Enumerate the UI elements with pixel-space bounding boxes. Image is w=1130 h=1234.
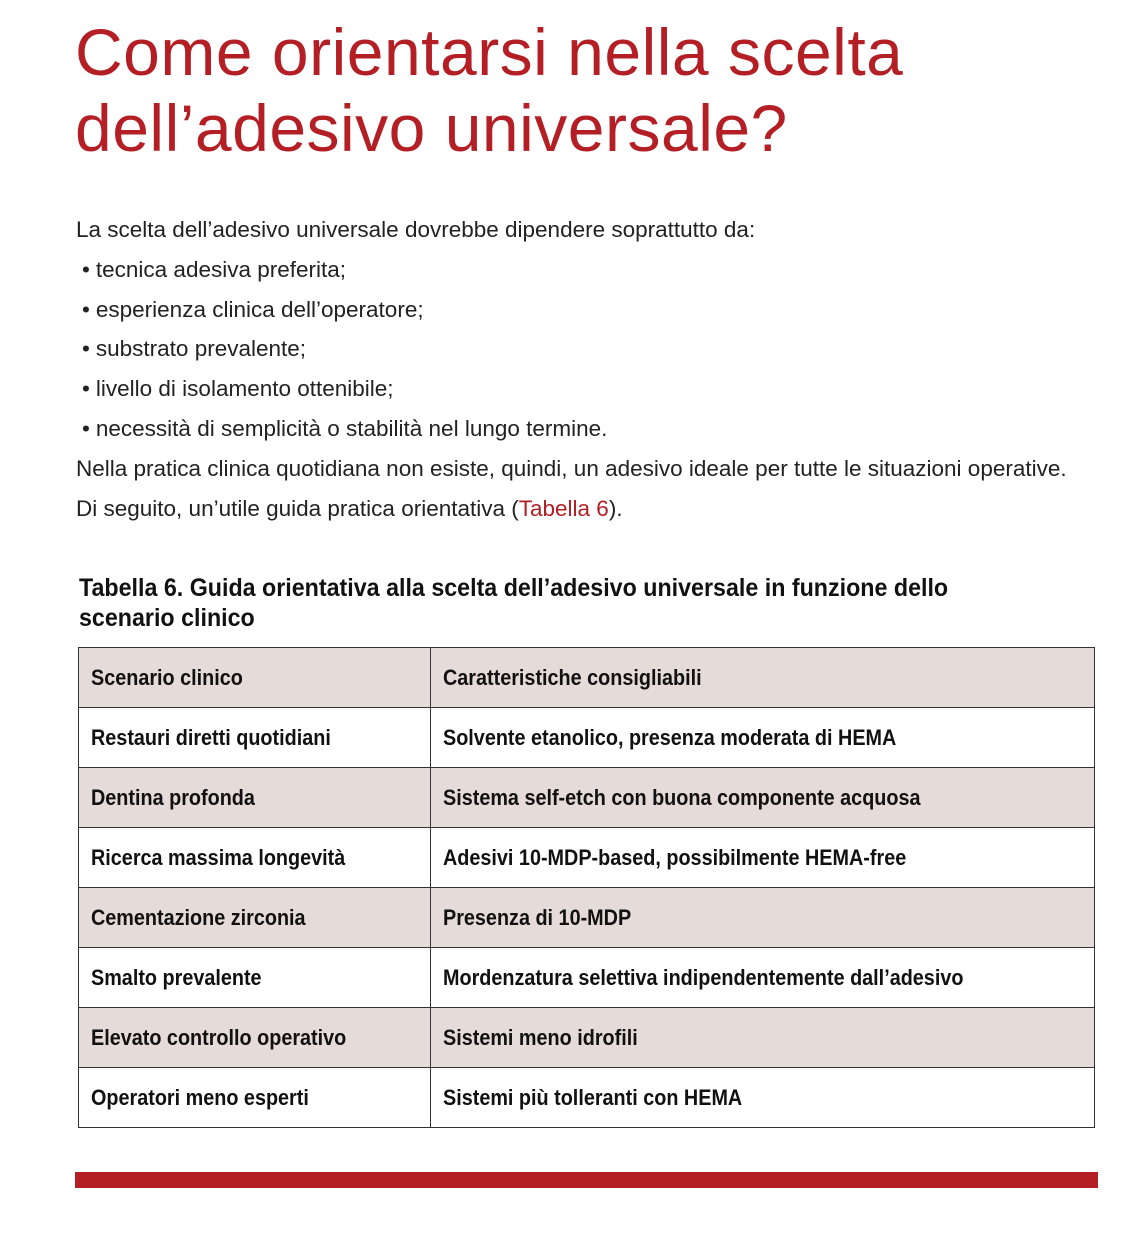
table-caption: Tabella 6. Guida orientativa alla scelta dell’adesivo universale in funzione dello scenario clinico bbox=[79, 574, 949, 632]
table-row bbox=[79, 768, 1095, 828]
list-item bbox=[76, 329, 1086, 369]
page-title: Come orientarsi nella scelta dell’adesivo universale? bbox=[75, 15, 904, 165]
scenario-cell: Operatori meno esperti bbox=[79, 1068, 431, 1128]
list-item bbox=[76, 409, 1086, 449]
characteristics-cell: Sistemi più tolleranti con HEMA bbox=[431, 1068, 1095, 1128]
list-item-text: livello di isolamento ottenibile; bbox=[95, 376, 394, 402]
list-item-text: substrato prevalente; bbox=[95, 336, 307, 362]
characteristics-cell: Mordenzatura selettiva indipendentemente dall’adesivo bbox=[431, 948, 1095, 1008]
table-row bbox=[79, 828, 1095, 888]
characteristics-cell: Sistema self-etch con buona componente acquosa bbox=[431, 768, 1095, 828]
intro-lead: La scelta dell’adesivo universale dovrebbe dipendere soprattutto da: bbox=[76, 217, 756, 242]
scenario-cell: Smalto prevalente bbox=[79, 948, 431, 1008]
scenario-cell: Elevato controllo operativo bbox=[79, 1008, 431, 1068]
header-scenario: Scenario clinico bbox=[79, 648, 431, 708]
table-row bbox=[79, 888, 1095, 948]
list-item bbox=[76, 250, 1086, 290]
bullet-icon: • bbox=[82, 296, 90, 322]
list-item-text: tecnica adesiva preferita; bbox=[95, 256, 347, 282]
list-item bbox=[76, 290, 1086, 330]
bullet-icon: • bbox=[82, 256, 90, 282]
guide-table bbox=[78, 647, 1095, 1128]
scenario-cell: Restauri diretti quotidiani bbox=[79, 708, 431, 768]
scenario-cell: Ricerca massima longevità bbox=[79, 828, 431, 888]
closing-text-end: ). bbox=[608, 495, 623, 521]
list-item-text: esperienza clinica dell’operatore; bbox=[95, 296, 424, 322]
scenario-cell: Cementazione zirconia bbox=[79, 888, 431, 948]
characteristics-cell: Sistemi meno idrofili bbox=[431, 1008, 1095, 1068]
table-header-row bbox=[79, 648, 1095, 708]
closing-text: Nella pratica clinica quotidiana non esiste, quindi, un adesivo ideale per tutte le situazioni operative. Di seguito, un’utile guida pratica orientativa ( bbox=[76, 455, 1067, 521]
table-row bbox=[79, 708, 1095, 768]
list-item-text: necessità di semplicità o stabilità nel lungo termine. bbox=[95, 415, 608, 441]
list-item bbox=[76, 369, 1086, 409]
footer-divider-bar bbox=[75, 1172, 1098, 1188]
intro-section bbox=[76, 210, 1086, 528]
header-characteristics: Caratteristiche consigliabili bbox=[431, 648, 1095, 708]
characteristics-cell: Adesivi 10-MDP-based, possibilmente HEMA-free bbox=[431, 828, 1095, 888]
table-row bbox=[79, 1008, 1095, 1068]
criteria-list bbox=[76, 250, 1086, 449]
table-row bbox=[79, 948, 1095, 1008]
bullet-icon: • bbox=[82, 336, 90, 362]
table-row bbox=[79, 1068, 1095, 1128]
intro-closing bbox=[76, 449, 1086, 529]
characteristics-cell: Solvente etanolico, presenza moderata di HEMA bbox=[431, 708, 1095, 768]
bullet-icon: • bbox=[82, 376, 90, 402]
scenario-cell: Dentina profonda bbox=[79, 768, 431, 828]
bullet-icon: • bbox=[82, 415, 90, 441]
table-reference-link[interactable]: Tabella 6 bbox=[518, 495, 609, 521]
characteristics-cell: Presenza di 10-MDP bbox=[431, 888, 1095, 948]
